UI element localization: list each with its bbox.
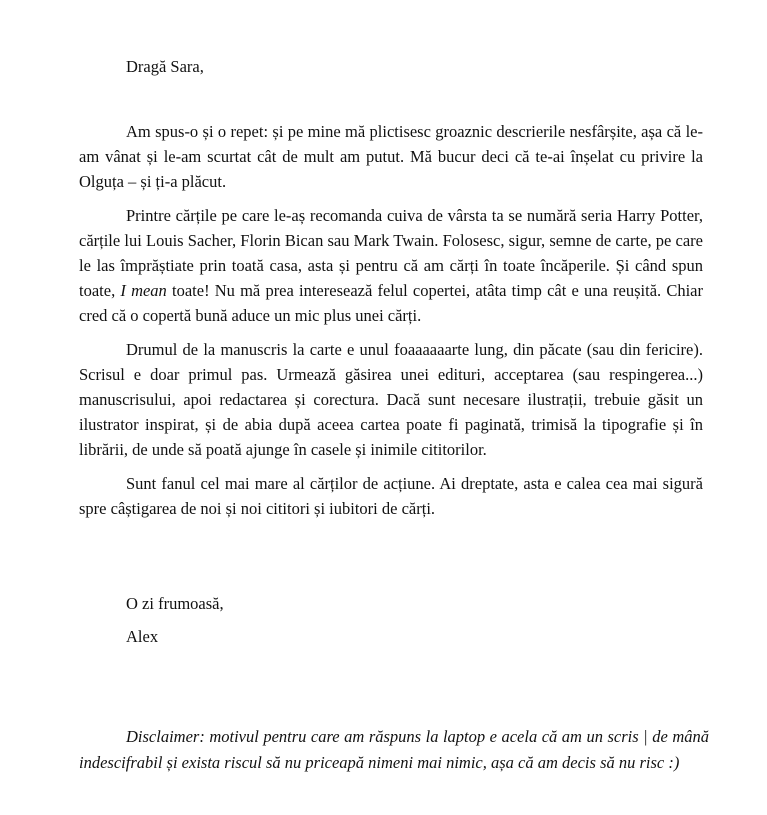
letter-greeting: Dragă Sara, xyxy=(126,57,204,76)
letter-closing: O zi frumoasă, xyxy=(126,594,224,613)
letter-disclaimer: Disclaimer: motivul pentru care am răspuns la laptop e acela că am un scris | de mână indescifrabil și exista riscul să nu priceapă nimeni mai nimic, așa că am decis să nu risc :) xyxy=(79,727,709,772)
paragraph-2-part-2: toate! Nu mă prea interesează felul copertei, atâta timp cât e una reușită. Chiar cred că o copertă bună aduce un mic plus unei cărți. xyxy=(79,280,703,325)
paragraph-2-emphasis: I mean xyxy=(120,280,167,300)
letter-body xyxy=(79,120,703,532)
paragraph-4: Sunt fanul cel mai mare al cărților de acțiune. Ai dreptate, asta e calea cea mai sigură spre câștigarea de noi și noi cititori și iubitori de cărți. xyxy=(79,474,703,519)
paragraph-2-part-1: Printre cărțile pe care le-aș recomanda cuiva de vârsta ta se numără seria Harry Potter, cărțile lui Louis Sacher, Florin Bican sau Mark Twain. Folosesc, sigur, semne de carte, pe care le las împrăștiate prin toată casa, asta și pentru că am cărți în toate încăperile. Și când spun toate, xyxy=(79,206,703,300)
paragraph-1: Am spus-o și o repet: și pe mine mă plictisesc groaznic descrierile nesfârșite, așa că le-am vânat și le-am scurtat cât de mult am putut. Mă bucur deci că te-ai înșelat cu privire la Olguța – și ți-a plăcut. xyxy=(79,122,703,191)
letter-signature: Alex xyxy=(126,627,159,646)
paragraph-3: Drumul de la manuscris la carte e unul foaaaaaarte lung, din păcate (sau din fericire). Scrisul e doar primul pas. Urmează găsirea unei edituri, acceptarea (sau respingerea...) manuscrisului, apoi redactarea și corectura. Dacă sunt necesare ilustrații, trebuie găsit un ilustrator inspirat, și de abia după aceea cartea poate fi paginată, trimisă la tipografie și în librării, de unde să poată ajunge în casele și inimile cititorilor. xyxy=(79,340,703,459)
paragraph-2 xyxy=(79,204,703,328)
